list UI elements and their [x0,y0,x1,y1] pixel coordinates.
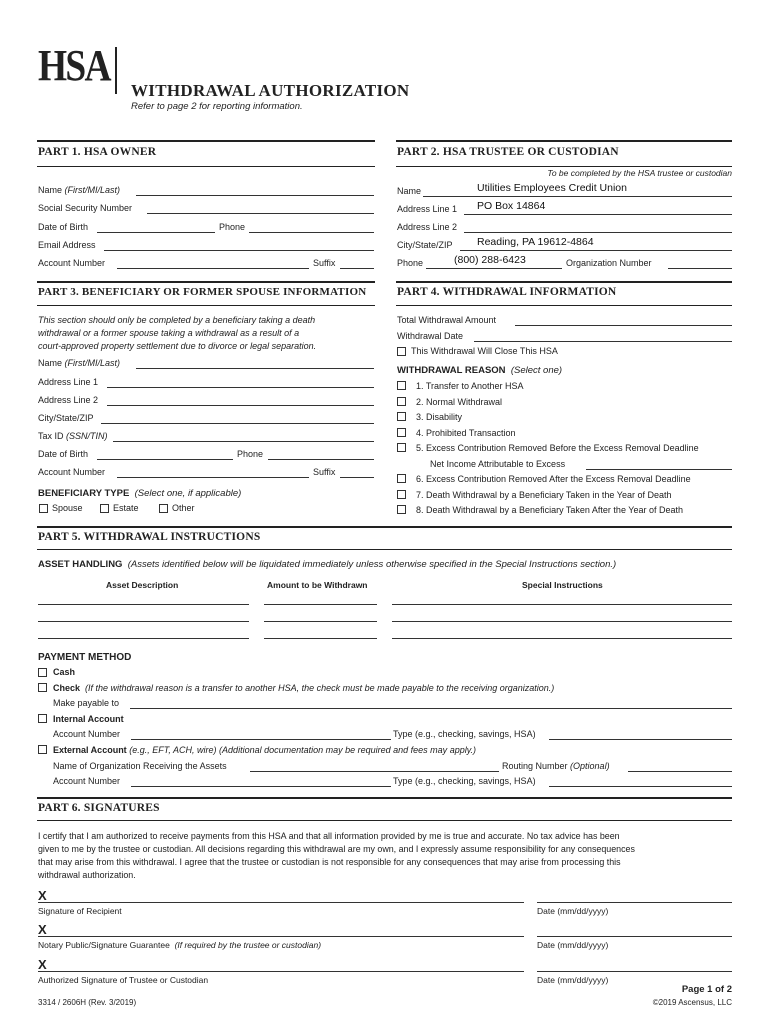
ben-suffix-field[interactable] [340,477,374,478]
reason-4-label: 4. Prohibited Transaction [416,428,516,438]
trustee-name-field[interactable] [423,196,732,197]
reason-label: WITHDRAWAL REASON (Select one) [397,365,563,376]
routing-field[interactable] [628,771,732,772]
ben-addr1-field[interactable] [107,387,374,388]
notary-date-field[interactable] [537,936,732,937]
part1-bottom-rule [37,166,375,167]
part1-top-rule [37,140,375,142]
trustee-signature-label: Authorized Signature of Trustee or Custodian [38,975,209,985]
total-amount-field[interactable] [515,325,732,326]
ben-taxid-label: Tax ID (SSN/TIN) [38,431,108,441]
trustee-name-value: Utilities Employees Credit Union [477,182,627,194]
asset-special-row3[interactable] [392,638,732,639]
ben-name-field[interactable] [136,368,374,369]
sig3-x-mark: X [38,957,47,972]
part5-heading: PART 5. WITHDRAWAL INSTRUCTIONS [38,531,261,543]
asset-desc-row1[interactable] [38,604,249,605]
trustee-city-label: City/State/ZIP [397,240,453,250]
net-income-field[interactable] [586,469,732,470]
external-account-number-label: Account Number [53,776,121,786]
owner-dob-field[interactable] [97,232,215,233]
estate-checkbox[interactable] [100,504,109,513]
notary-signature-field[interactable] [38,936,524,937]
external-account-label: External Account (e.g., EFT, ACH, wire) (Additional documentation may be required and fees may apply.) [53,745,477,755]
recipient-signature-label: Signature of Recipient [38,906,122,916]
check-checkbox[interactable] [38,683,47,692]
internal-account-number-field[interactable] [131,739,391,740]
page-number: Page 1 of 2 [681,984,732,995]
owner-suffix-field[interactable] [340,268,374,269]
owner-account-label: Account Number [38,258,106,268]
reason-2-checkbox[interactable] [397,397,406,406]
external-type-field[interactable] [549,786,732,787]
withdrawal-date-label: Withdrawal Date [397,331,464,341]
col-amount: Amount to be Withdrawn [267,580,368,590]
part6-heading: PART 6. SIGNATURES [38,802,160,814]
part6-bottom-rule [37,820,732,821]
part2-bottom-rule [396,166,732,167]
reason-6-checkbox[interactable] [397,474,406,483]
copyright: ©2019 Ascensus, LLC [652,998,732,1007]
asset-amount-row3[interactable] [264,638,377,639]
reason-8-checkbox[interactable] [397,505,406,514]
trustee-addr1-field[interactable] [464,214,732,215]
asset-desc-row2[interactable] [38,621,249,622]
trustee-addr2-label: Address Line 2 [397,222,458,232]
part3-intro-line2: withdrawal or a former spouse taking a withdrawal as a result of a [38,328,300,338]
ben-city-field[interactable] [101,423,374,424]
certify-line3: that may arise from this withdrawal. I agree that the trustee or custodian is not responsible for any consequences that may arise from processing this [38,857,621,867]
trustee-addr1-label: Address Line 1 [397,204,458,214]
part6-top-rule [37,797,732,799]
certify-line1: I certify that I am authorized to receive payments from this HSA and that all information provided by me is true and accurate. No tax advice has been [38,831,620,841]
trustee-name-label: Name [397,186,422,196]
reason-7-checkbox[interactable] [397,490,406,499]
part2-note: To be completed by the HSA trustee or custodian [547,168,732,178]
ben-phone-label: Phone [237,449,264,459]
hsa-logo: HSA [38,41,110,90]
ben-city-label: City/State/ZIP [38,413,94,423]
owner-email-field[interactable] [104,250,374,251]
routing-label: Routing Number (Optional) [502,761,610,771]
owner-phone-field[interactable] [249,232,374,233]
org-name-label: Name of Organization Receiving the Assets [53,761,227,771]
ben-name-label: Name (First/MI/Last) [38,358,121,368]
asset-desc-row3[interactable] [38,638,249,639]
ben-suffix-label: Suffix [313,467,336,477]
reason-4-checkbox[interactable] [397,428,406,437]
ben-dob-field[interactable] [97,459,233,460]
trustee-phone-field[interactable] [426,268,562,269]
trustee-city-value: Reading, PA 19612-4864 [477,236,594,248]
spouse-checkbox[interactable] [39,504,48,513]
internal-type-label: Type (e.g., checking, savings, HSA) [393,729,536,739]
estate-label: Estate [113,503,139,513]
asset-amount-row2[interactable] [264,621,377,622]
part3-intro-line1: This section should only be completed by a beneficiary taking a death [38,315,316,325]
owner-ssn-field[interactable] [147,213,374,214]
internal-type-field[interactable] [549,739,732,740]
recipient-date-label: Date (mm/dd/yyyy) [537,906,609,916]
ben-type-label: BENEFICIARY TYPE (Select one, if applicable) [38,488,242,499]
ben-account-label: Account Number [38,467,106,477]
trustee-phone-value: (800) 288-6423 [454,254,526,266]
part4-heading: PART 4. WITHDRAWAL INFORMATION [397,286,617,298]
reason-1-checkbox[interactable] [397,381,406,390]
other-checkbox[interactable] [159,504,168,513]
part4-top-rule [396,281,732,283]
internal-account-checkbox[interactable] [38,714,47,723]
org-name-field[interactable] [250,771,499,772]
certify-line4: withdrawal authorization. [38,870,136,880]
recipient-signature-field[interactable] [38,902,524,903]
part1-heading: PART 1. HSA OWNER [38,146,157,158]
col-asset-description: Asset Description [106,580,179,590]
other-label: Other [172,503,195,513]
close-hsa-checkbox[interactable] [397,347,406,356]
form-number: 3314 / 2606H (Rev. 3/2019) [38,998,137,1007]
part3-top-rule [37,281,375,283]
payable-to-label: Make payable to [53,698,120,708]
sig1-x-mark: X [38,888,47,903]
reason-5-label: 5. Excess Contribution Removed Before the Excess Removal Deadline [416,443,699,453]
close-hsa-label: This Withdrawal Will Close This HSA [411,346,558,356]
trustee-addr1-value: PO Box 14864 [477,200,546,212]
ben-addr2-label: Address Line 2 [38,395,99,405]
internal-account-number-label: Account Number [53,729,121,739]
asset-handling-label: ASSET HANDLING (Assets identified below will be liquidated immediately unless otherwise specified in the Special Instructions section.) [38,559,617,570]
part3-bottom-rule [37,305,375,306]
owner-name-field[interactable] [136,195,374,196]
trustee-org-label: Organization Number [566,258,652,268]
sig2-x-mark: X [38,922,47,937]
page-subtitle: Refer to page 2 for reporting information. [131,101,303,112]
part5-bottom-rule [37,549,732,550]
owner-ssn-label: Social Security Number [38,203,133,213]
ben-addr1-label: Address Line 1 [38,377,99,387]
ben-dob-label: Date of Birth [38,449,89,459]
notary-signature-label: Notary Public/Signature Guarantee (If required by the trustee or custodian) [38,940,322,950]
ben-account-field[interactable] [117,477,309,478]
owner-phone-label: Phone [219,222,246,232]
owner-name-label: Name (First/MI/Last) [38,185,121,195]
ben-phone-field[interactable] [268,459,374,460]
ben-taxid-field[interactable] [113,441,374,442]
part2-heading: PART 2. HSA TRUSTEE OR CUSTODIAN [397,146,619,158]
reason-2-label: 2. Normal Withdrawal [416,397,503,407]
notary-date-label: Date (mm/dd/yyyy) [537,940,609,950]
check-label: Check (If the withdrawal reason is a transfer to another HSA, the check must be made payable to the receiving organization.) [53,683,555,693]
owner-email-label: Email Address [38,240,96,250]
trustee-city-field[interactable] [460,250,732,251]
owner-account-field[interactable] [117,268,309,269]
ben-addr2-field[interactable] [107,405,374,406]
col-special: Special Instructions [522,580,603,590]
net-income-label: Net Income Attributable to Excess [430,459,566,469]
page-title: WITHDRAWAL AUTHORIZATION [131,81,410,100]
trustee-addr2-field[interactable] [464,232,732,233]
reason-5-checkbox[interactable] [397,443,406,452]
recipient-date-field[interactable] [537,902,732,903]
certify-line2: given to me by the trustee or custodian. All decisions regarding this withdrawal are my own, and I expressly assume responsibility for any consequences [38,844,635,854]
external-type-label: Type (e.g., checking, savings, HSA) [393,776,536,786]
part5-top-rule [37,526,732,528]
trustee-signature-field[interactable] [38,971,524,972]
owner-suffix-label: Suffix [313,258,336,268]
cash-checkbox[interactable] [38,668,47,677]
trustee-phone-label: Phone [397,258,424,268]
asset-amount-row1[interactable] [264,604,377,605]
reason-6-label: 6. Excess Contribution Removed After the Excess Removal Deadline [416,474,691,484]
total-amount-label: Total Withdrawal Amount [397,315,497,325]
payment-method-label: PAYMENT METHOD [38,652,132,663]
trustee-date-label: Date (mm/dd/yyyy) [537,975,609,985]
reason-1-label: 1. Transfer to Another HSA [416,381,524,391]
asset-special-row2[interactable] [392,621,732,622]
internal-account-label: Internal Account [53,714,124,724]
trustee-date-field[interactable] [537,971,732,972]
reason-3-label: 3. Disability [416,412,463,422]
part4-bottom-rule [396,305,732,306]
part3-heading: PART 3. BENEFICIARY OR FORMER SPOUSE INFORMATION [38,286,367,298]
part2-top-rule [396,140,732,142]
asset-special-row1[interactable] [392,604,732,605]
spouse-label: Spouse [52,503,83,513]
logo-bar [115,47,117,94]
payable-to-field[interactable] [130,708,732,709]
reason-3-checkbox[interactable] [397,412,406,421]
cash-label: Cash [53,667,76,677]
part3-intro-line3: court-approved property settlement due to divorce or legal separation. [38,341,317,351]
trustee-org-field[interactable] [668,268,732,269]
withdrawal-date-field[interactable] [474,341,732,342]
external-account-number-field[interactable] [131,786,391,787]
reason-8-label: 8. Death Withdrawal by a Beneficiary Taken After the Year of Death [416,505,683,515]
reason-7-label: 7. Death Withdrawal by a Beneficiary Taken in the Year of Death [416,490,672,500]
owner-dob-label: Date of Birth [38,222,89,232]
external-account-checkbox[interactable] [38,745,47,754]
